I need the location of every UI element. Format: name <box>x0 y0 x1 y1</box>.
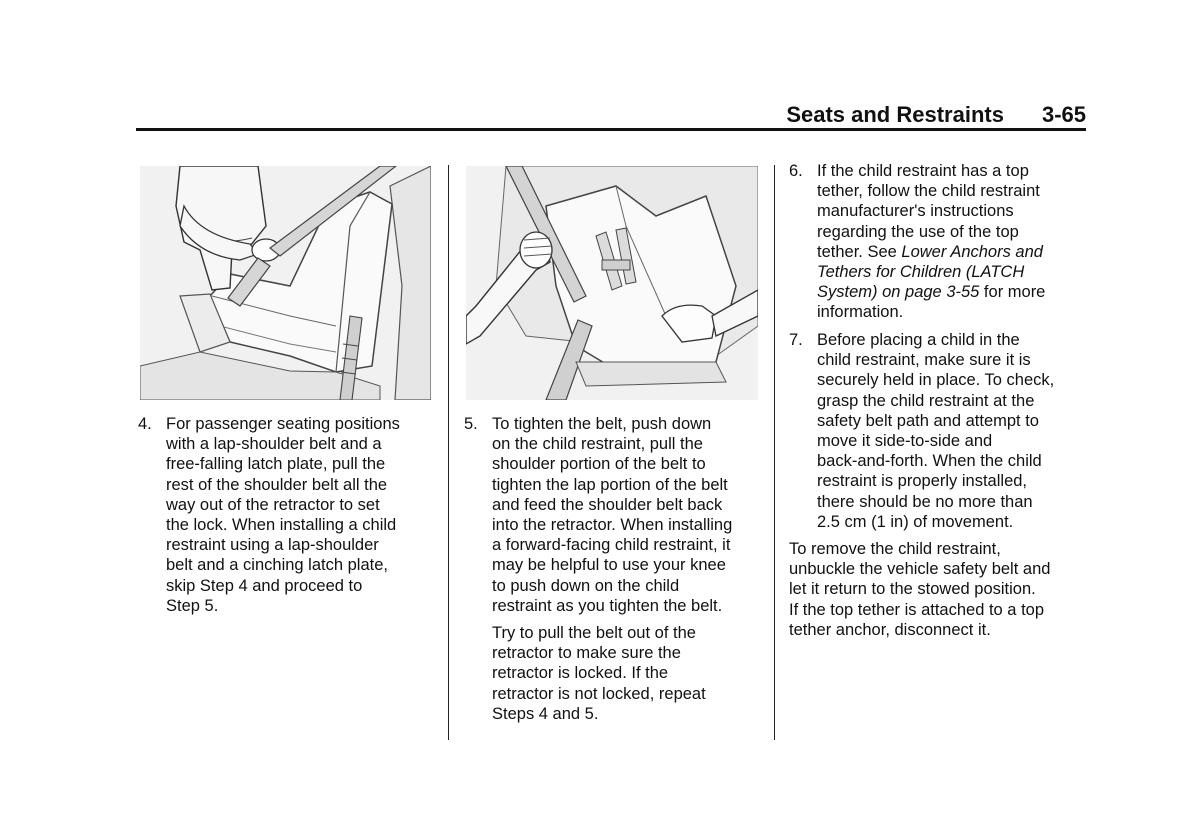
text-line: child restraint, make sure it is <box>817 351 1031 370</box>
illustration-1-drawing <box>140 166 431 400</box>
step-5-text <box>492 414 732 616</box>
text-line: a forward-facing child restraint, it <box>492 536 731 555</box>
cross-reference-link[interactable]: Tethers for Children (LATCH <box>817 263 1025 282</box>
column-divider-right <box>774 165 775 740</box>
text-line: belt and a cinching latch plate, <box>166 556 388 575</box>
text-line: tether, follow the child restraint <box>817 182 1040 201</box>
text-line: tether anchor, disconnect it. <box>789 620 991 639</box>
text-line: Step 5. <box>166 596 219 615</box>
text-line: back-and-forth. When the child <box>817 452 1042 471</box>
text-line: For passenger seating positions <box>166 415 400 433</box>
illustration-tightening-belt <box>466 166 758 400</box>
step-6-text <box>817 161 1045 323</box>
text-line <box>817 282 1045 302</box>
cross-reference-link[interactable]: Lower Anchors and <box>901 242 1043 261</box>
step-4-number: 4. <box>138 415 152 433</box>
text-line: skip Step 4 and proceed to <box>166 576 363 595</box>
text-line: free-falling latch plate, pull the <box>166 455 386 474</box>
text-line: to push down on the child <box>492 576 680 595</box>
column-divider-left <box>448 165 449 740</box>
text-line: regarding the use of the top <box>817 222 1019 241</box>
text-line: tighten the lap portion of the belt <box>492 475 728 494</box>
text-line: To remove the child restraint, <box>789 540 1001 558</box>
illustration-2-drawing <box>466 166 758 400</box>
text-line: Try to pull the belt out of the <box>492 624 696 642</box>
text-line: restraint using a lap-shoulder <box>166 536 379 555</box>
step-7-number: 7. <box>789 331 803 349</box>
step-5-note <box>492 623 767 724</box>
text-line: safety belt path and attempt to <box>817 411 1039 430</box>
text-line: shoulder portion of the belt to <box>492 455 706 474</box>
text-line: information. <box>817 303 904 322</box>
text-line: restraint as you tighten the belt. <box>492 596 723 615</box>
text-line: and feed the shoulder belt back <box>492 495 723 514</box>
text-line: grasp the child restraint at the <box>817 391 1035 410</box>
text-line: Before placing a child in the <box>817 331 1020 349</box>
text-line: manufacturer's instructions <box>817 202 1014 221</box>
text-line: there should be no more than <box>817 492 1033 511</box>
page-number: 3-65 <box>1041 102 1086 127</box>
text-line: may be helpful to use your knee <box>492 556 726 575</box>
text-line: on the child restraint, pull the <box>492 435 703 454</box>
text-line: with a lap-shoulder belt and a <box>166 435 382 454</box>
step-4-text <box>166 414 400 616</box>
text-line: retractor to make sure the <box>492 644 681 663</box>
step-7-text <box>817 330 1054 532</box>
text-line: If the top tether is attached to a top <box>789 600 1045 619</box>
text-line: move it side-to-side and <box>817 432 993 451</box>
text-line: rest of the shoulder belt all the <box>166 475 388 494</box>
text-line <box>817 262 1045 282</box>
text-line: let it return to the stowed position. <box>789 580 1036 599</box>
text-line: unbuckle the vehicle safety belt and <box>789 560 1051 579</box>
text-line: To tighten the belt, push down <box>492 415 712 433</box>
text-line: retractor is not locked, repeat <box>492 684 706 703</box>
text-line: retractor is locked. If the <box>492 664 669 683</box>
text-line <box>817 242 1045 262</box>
text-line: restraint is properly installed, <box>817 472 1028 491</box>
text-line: securely held in place. To check, <box>817 371 1055 390</box>
text-line: way out of the retractor to set <box>166 495 380 514</box>
text-line: the lock. When installing a child <box>166 516 397 535</box>
text-line: into the retractor. When installing <box>492 516 733 535</box>
page-header <box>136 100 1086 130</box>
header-rule <box>136 128 1086 131</box>
text-fragment: for more <box>979 283 1046 302</box>
text-line: Steps 4 and 5. <box>492 704 599 723</box>
text-line: If the child restraint has a top <box>817 162 1029 180</box>
removal-paragraph <box>789 539 1094 640</box>
illustration-passenger-pulling-belt <box>140 166 431 400</box>
step-5-number: 5. <box>464 415 478 433</box>
section-title: Seats and Restraints <box>786 102 1004 127</box>
text-line: 2.5 cm (1 in) of movement. <box>817 512 1014 531</box>
step-6-number: 6. <box>789 162 803 180</box>
cross-reference-link[interactable]: System) on page 3-55 <box>817 283 980 302</box>
text-fragment: tether. See <box>817 242 902 261</box>
